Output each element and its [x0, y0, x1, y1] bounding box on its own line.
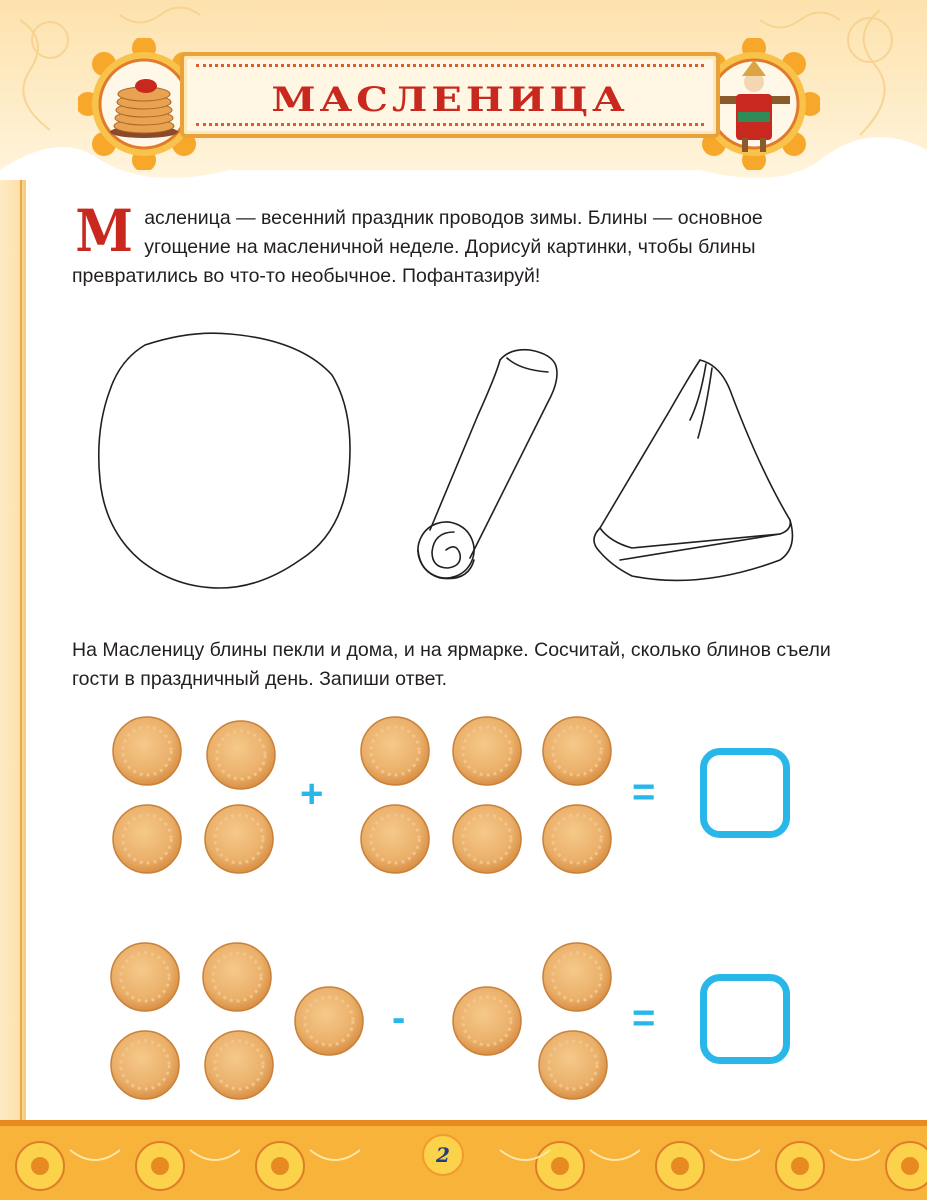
page-number-badge: 2	[422, 1134, 464, 1176]
intro-paragraph	[72, 197, 852, 291]
answer-box-1[interactable]	[700, 748, 790, 838]
pancake-icon	[110, 1030, 180, 1100]
pancake-icon	[112, 804, 182, 874]
folded-pancake-outline	[594, 360, 792, 580]
pancake-icon	[202, 942, 272, 1012]
pancake-icon	[360, 804, 430, 874]
pancake-icon	[538, 1030, 608, 1100]
pancake-icon	[542, 716, 612, 786]
dropcap-letter: М	[75, 197, 133, 265]
pancake-icon	[452, 804, 522, 874]
pancake-icon	[452, 986, 522, 1056]
pancake-icon	[112, 716, 182, 786]
pancake-icon	[542, 804, 612, 874]
answer-box-2[interactable]	[700, 974, 790, 1064]
bottom-ornament-band	[0, 1120, 927, 1200]
pancake-icon	[110, 942, 180, 1012]
equals-sign: =	[632, 770, 656, 814]
equals-sign: =	[632, 996, 656, 1040]
pancake-drawings	[0, 320, 927, 610]
counting-task-text: На Масленицу блины пекли и дома, и на ярмарке. Сосчитай, сколько блинов съели гости в праздничный день. Запиши ответ.	[72, 639, 831, 690]
round-pancake-outline	[99, 333, 350, 588]
minus-operator: -	[392, 996, 406, 1040]
page-title: МАСЛЕНИЦА	[271, 79, 629, 120]
plus-operator: +	[300, 772, 324, 816]
pancake-icon	[204, 804, 274, 874]
pancake-icon	[206, 720, 276, 790]
title-banner	[180, 52, 720, 138]
pancake-icon	[204, 1030, 274, 1100]
pancake-icon	[360, 716, 430, 786]
rolled-pancake-outline	[410, 350, 557, 586]
intro-text: асленица — весенний праздник проводов зимы. Блины — основное угощение на масленичной неделе. Дорисуй картинки, чтобы блины превратились во что-то необычное. Пофантазируй!	[72, 207, 763, 287]
pancake-icon	[294, 986, 364, 1056]
pancake-icon	[452, 716, 522, 786]
pancake-icon	[542, 942, 612, 1012]
